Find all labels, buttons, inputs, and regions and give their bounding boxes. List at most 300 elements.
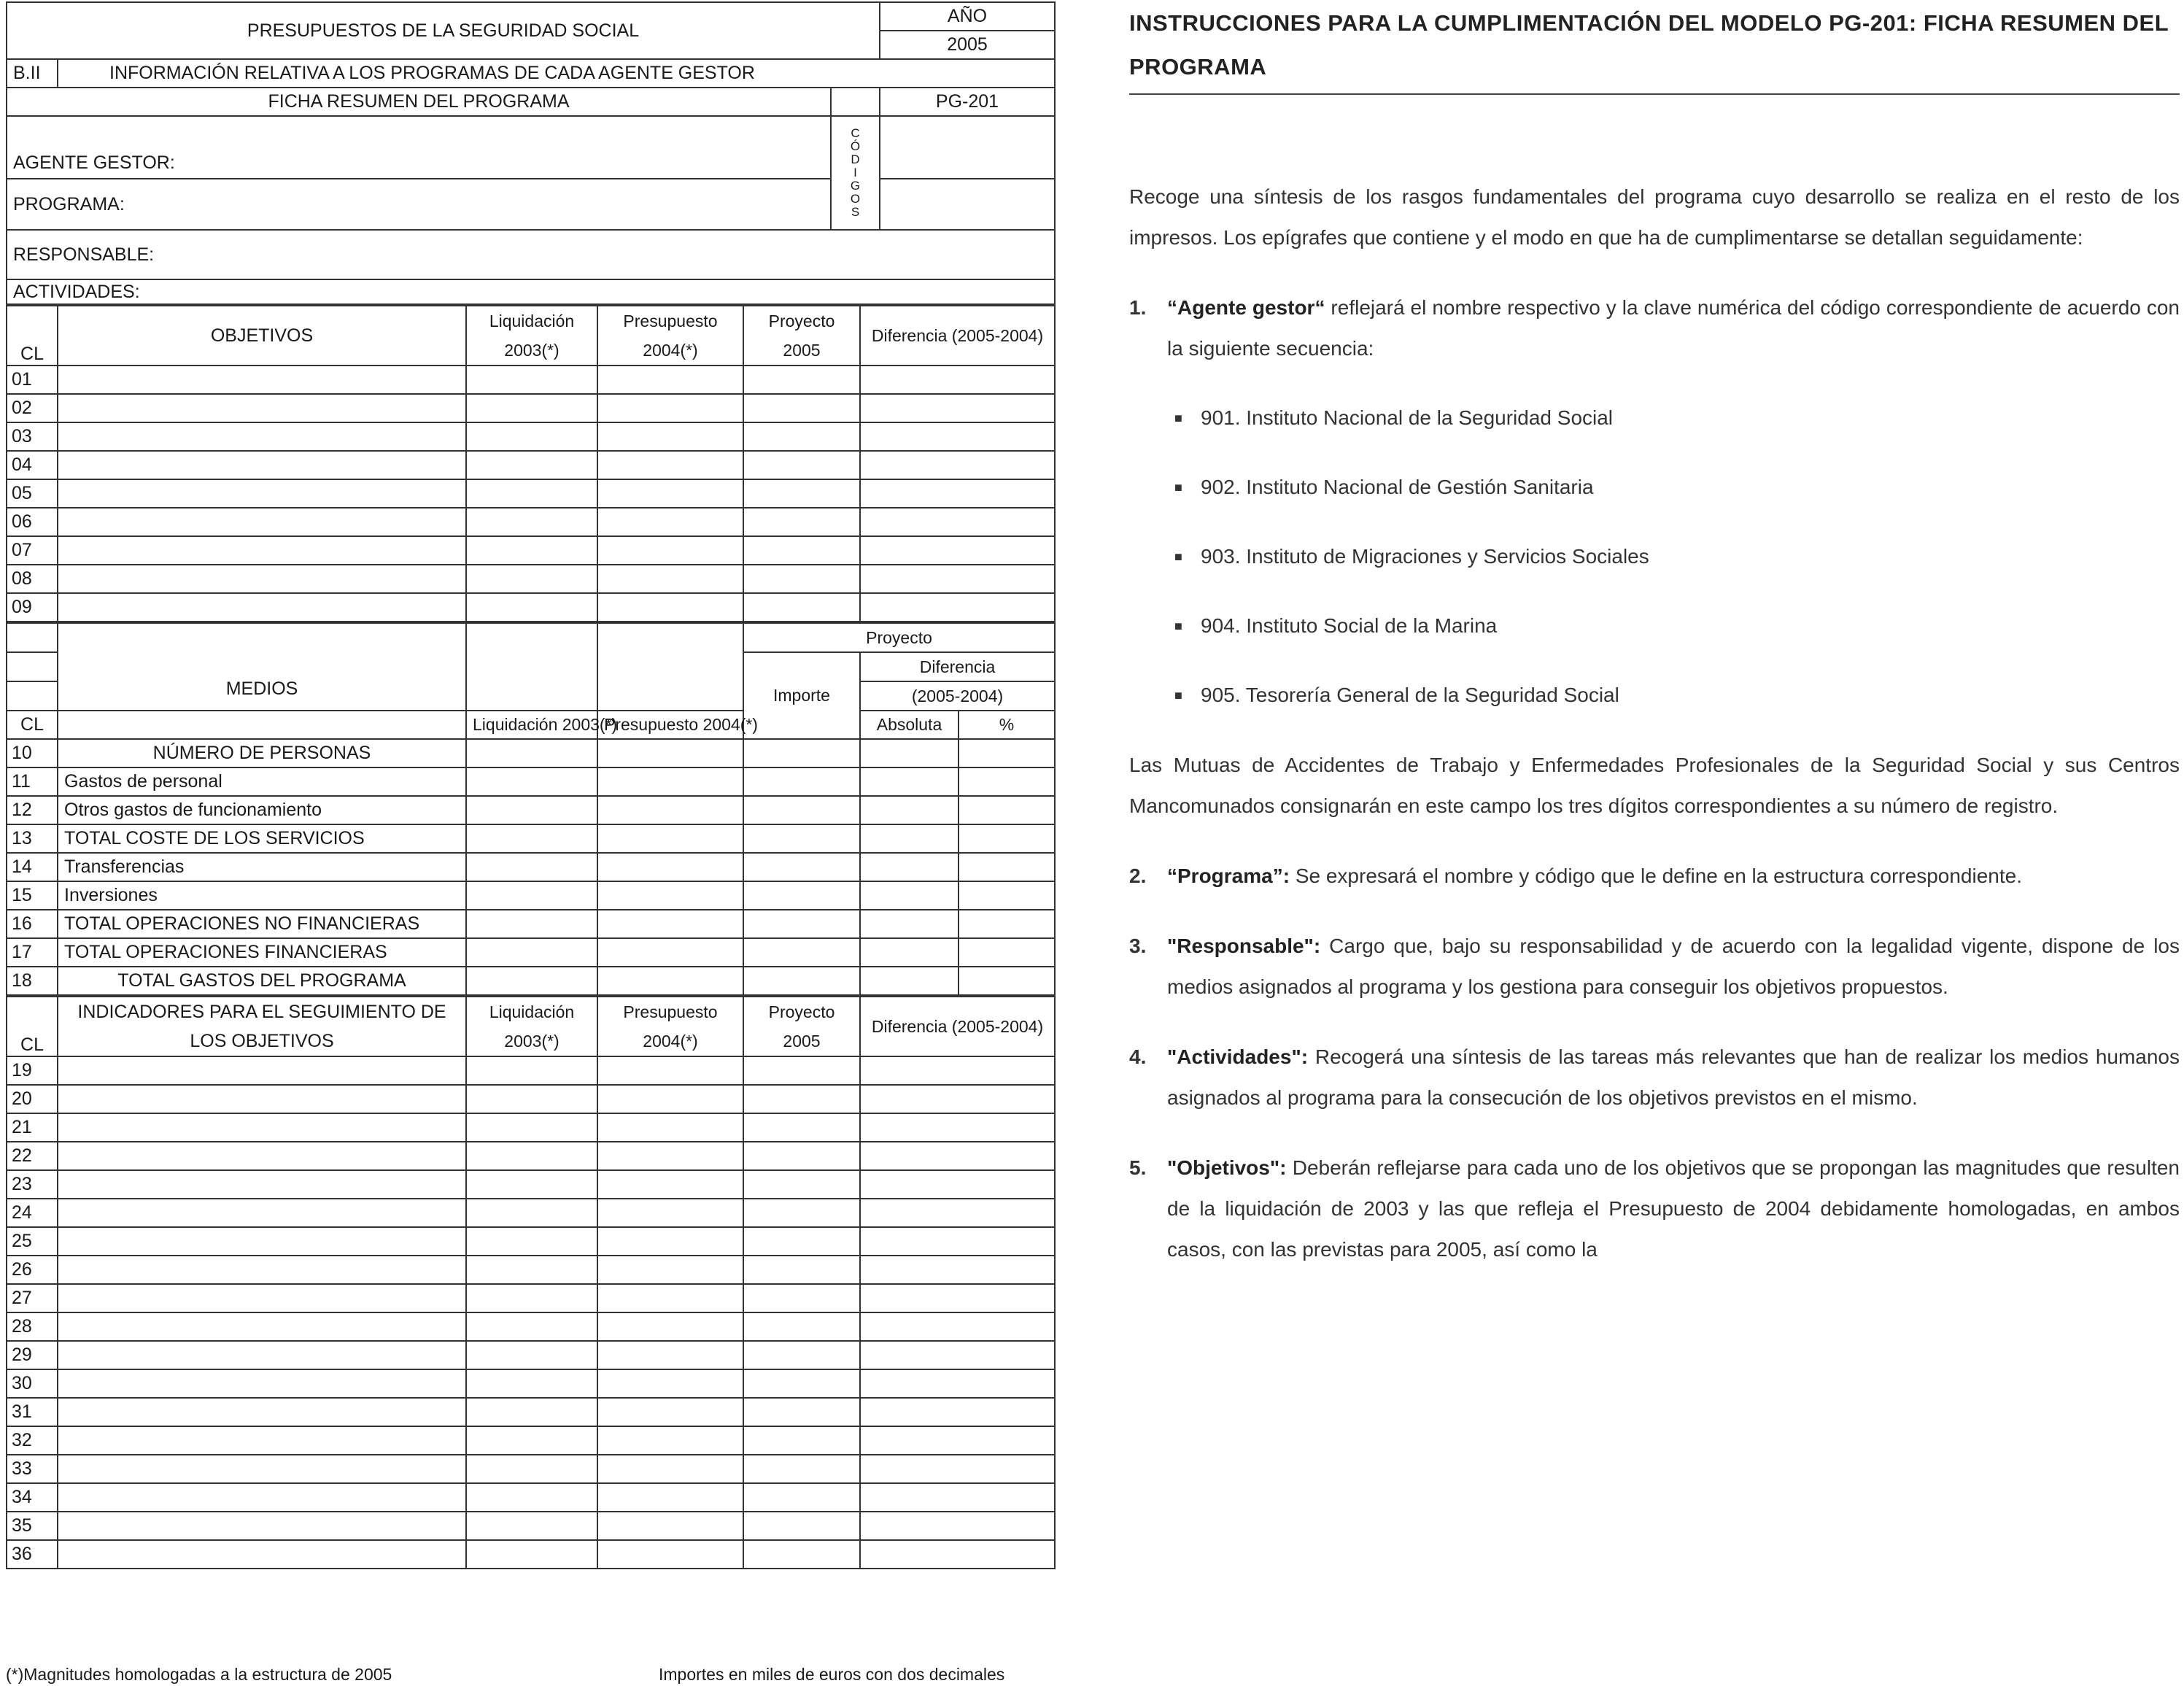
input-cell[interactable]: [466, 451, 597, 479]
input-cell[interactable]: [58, 1369, 466, 1398]
table-row: [7, 1369, 1055, 1398]
input-cell[interactable]: [466, 565, 597, 593]
indicadores-col-proyecto: Proyecto 2005: [743, 997, 860, 1056]
input-cell[interactable]: [466, 1227, 597, 1256]
table-row: [7, 881, 1055, 910]
item-text: Deberán reflejarse para cada uno de los objetivos que se propongan las magnitudes que resulten de la liquidación de 2003 y las que refleja el Presupuesto de 2004 debidamente homologadas, en ambos casos, con las previstas para 2005, así como la: [1167, 1156, 2180, 1261]
input-cell[interactable]: [959, 739, 1055, 767]
table-row: [7, 1085, 1055, 1113]
input-cell[interactable]: [58, 479, 466, 508]
row-code: 17: [7, 938, 58, 967]
input-cell[interactable]: [743, 1398, 860, 1426]
table-row: [7, 1199, 1055, 1227]
table-row: [7, 1426, 1055, 1455]
input-cell[interactable]: [860, 853, 959, 881]
input-cell[interactable]: [597, 1312, 743, 1341]
input-cell[interactable]: [597, 366, 743, 394]
input-cell[interactable]: [743, 1170, 860, 1199]
list-item: [1167, 398, 2180, 438]
input-cell[interactable]: [860, 479, 1055, 508]
row-code: 23: [7, 1170, 58, 1199]
table-row: [7, 1170, 1055, 1199]
input-cell[interactable]: [860, 1227, 1055, 1256]
input-cell[interactable]: [860, 1398, 1055, 1426]
input-cell[interactable]: [860, 938, 959, 967]
input-cell[interactable]: [58, 1426, 466, 1455]
table-row: [7, 1227, 1055, 1256]
list-item-text: 903. Instituto de Migraciones y Servicios Sociales: [1201, 545, 1649, 568]
input-cell[interactable]: [743, 1483, 860, 1512]
input-cell[interactable]: [597, 1341, 743, 1369]
input-cell[interactable]: [597, 1170, 743, 1199]
input-cell[interactable]: [959, 796, 1055, 824]
table-row: [7, 1341, 1055, 1369]
input-cell[interactable]: [466, 910, 597, 938]
input-cell[interactable]: [466, 1312, 597, 1341]
input-cell[interactable]: [58, 1056, 466, 1085]
row-code: 05: [7, 479, 58, 508]
input-cell[interactable]: [959, 824, 1055, 853]
input-cell[interactable]: [597, 1483, 743, 1512]
input-cell[interactable]: [466, 938, 597, 967]
objetivos-col-presupuesto: Presupuesto 2004(*): [597, 306, 743, 366]
input-cell[interactable]: [58, 394, 466, 422]
input-cell[interactable]: [860, 366, 1055, 394]
list-item-text: 901. Instituto Nacional de la Seguridad Social: [1201, 406, 1614, 429]
agente-gestor-field[interactable]: [7, 116, 831, 179]
table-row: [7, 1142, 1055, 1170]
list-item-text: 905. Tesorería General de la Seguridad Social: [1201, 684, 1619, 706]
input-cell[interactable]: [860, 910, 959, 938]
input-cell[interactable]: [597, 479, 743, 508]
row-label: Gastos de personal: [58, 767, 466, 796]
input-cell[interactable]: [743, 1426, 860, 1455]
input-cell[interactable]: [959, 767, 1055, 796]
input-cell[interactable]: [466, 1170, 597, 1199]
input-cell[interactable]: [860, 394, 1055, 422]
instructions-list-continued: [1129, 856, 2180, 1270]
table-row: [7, 853, 1055, 881]
medios-diferencia-header: Diferencia: [860, 652, 1055, 681]
input-cell[interactable]: [597, 1512, 743, 1540]
input-cell[interactable]: [597, 853, 743, 881]
input-cell[interactable]: [860, 1284, 1055, 1312]
input-cell[interactable]: [743, 881, 860, 910]
input-cell[interactable]: [860, 593, 1055, 622]
ano-label: AÑO: [880, 2, 1055, 31]
input-cell[interactable]: [743, 1341, 860, 1369]
input-cell[interactable]: [58, 1170, 466, 1199]
section-title: INFORMACIÓN RELATIVA A LOS PROGRAMAS DE CADA AGENTE GESTOR: [58, 59, 1055, 88]
input-cell[interactable]: [466, 1142, 597, 1170]
table-row: [7, 1256, 1055, 1284]
input-cell[interactable]: [58, 1398, 466, 1426]
instructions-list: [1129, 287, 2180, 369]
input-cell[interactable]: [58, 508, 466, 536]
input-cell[interactable]: [860, 1056, 1055, 1085]
input-cell[interactable]: [860, 1085, 1055, 1113]
input-cell[interactable]: [860, 1256, 1055, 1284]
row-code: 25: [7, 1227, 58, 1256]
input-cell[interactable]: [466, 824, 597, 853]
input-cell[interactable]: [860, 739, 959, 767]
input-cell[interactable]: [597, 1369, 743, 1398]
row-code: 31: [7, 1398, 58, 1426]
input-cell[interactable]: [597, 394, 743, 422]
input-cell[interactable]: [466, 1426, 597, 1455]
item-term: "Responsable":: [1167, 935, 1321, 957]
input-cell[interactable]: [466, 536, 597, 565]
input-cell[interactable]: [743, 593, 860, 622]
input-cell[interactable]: [743, 565, 860, 593]
actividades-field[interactable]: [7, 279, 1055, 304]
input-cell[interactable]: [743, 451, 860, 479]
input-cell[interactable]: [860, 767, 959, 796]
input-cell[interactable]: [58, 1256, 466, 1284]
objetivos-table: [6, 305, 1056, 622]
input-cell[interactable]: [597, 767, 743, 796]
input-cell[interactable]: [466, 967, 597, 995]
instruction-item-agente: [1129, 287, 2180, 369]
row-code: 18: [7, 967, 58, 995]
input-cell[interactable]: [58, 1455, 466, 1483]
row-label: Otros gastos de funcionamiento: [58, 796, 466, 824]
input-cell[interactable]: [58, 565, 466, 593]
medios-col-presupuesto: Presupuesto 2004(*): [597, 711, 743, 739]
input-cell[interactable]: [466, 394, 597, 422]
input-cell[interactable]: [466, 1483, 597, 1512]
input-cell[interactable]: [466, 1369, 597, 1398]
sheet-title: FICHA RESUMEN DEL PROGRAMA: [7, 88, 831, 116]
table-row: [7, 1540, 1055, 1569]
input-cell[interactable]: [743, 824, 860, 853]
input-cell[interactable]: [743, 1512, 860, 1540]
input-cell[interactable]: [58, 422, 466, 451]
row-code: 26: [7, 1256, 58, 1284]
input-cell[interactable]: [597, 824, 743, 853]
table-row: [7, 739, 1055, 767]
input-cell[interactable]: [860, 796, 959, 824]
input-cell[interactable]: [743, 1540, 860, 1569]
input-cell[interactable]: [58, 1284, 466, 1312]
row-code: 21: [7, 1113, 58, 1142]
item-text: Cargo que, bajo su responsabilidad y de acuerdo con la legalidad vigente, dispone de los medios asignados al programa y los gestiona para conseguir los objetivos propuestos.: [1167, 935, 2180, 998]
list-item: [1167, 536, 2180, 577]
table-row: [7, 938, 1055, 967]
item-number: 5.: [1129, 1156, 1147, 1179]
row-code: 13: [7, 824, 58, 853]
row-label: TOTAL COSTE DE LOS SERVICIOS: [58, 824, 466, 853]
section-code: B.II: [7, 59, 58, 88]
row-label: TOTAL OPERACIONES NO FINANCIERAS: [58, 910, 466, 938]
indicadores-header: INDICADORES PARA EL SEGUIMIENTO DE LOS OBJETIVOS: [58, 997, 466, 1056]
item-number: 2.: [1129, 865, 1147, 887]
table-row: [7, 451, 1055, 479]
input-cell[interactable]: [959, 910, 1055, 938]
input-cell[interactable]: [597, 910, 743, 938]
form-header-table: [6, 1, 1056, 305]
row-code: 30: [7, 1369, 58, 1398]
bullet-icon: ■: [1174, 619, 1182, 633]
input-cell[interactable]: [959, 967, 1055, 995]
input-cell[interactable]: [466, 508, 597, 536]
input-cell[interactable]: [597, 1540, 743, 1569]
row-code: 16: [7, 910, 58, 938]
input-cell[interactable]: [597, 881, 743, 910]
input-cell[interactable]: [959, 853, 1055, 881]
input-cell[interactable]: [466, 739, 597, 767]
input-cell[interactable]: [860, 451, 1055, 479]
input-cell[interactable]: [860, 881, 959, 910]
input-cell[interactable]: [597, 796, 743, 824]
input-cell[interactable]: [466, 796, 597, 824]
input-cell[interactable]: [466, 767, 597, 796]
actividades-label: ACTIVIDADES:: [13, 281, 140, 302]
input-cell[interactable]: [743, 1369, 860, 1398]
input-cell[interactable]: [597, 1455, 743, 1483]
input-cell[interactable]: [860, 1483, 1055, 1512]
row-label: TOTAL GASTOS DEL PROGRAMA: [58, 967, 466, 995]
input-cell[interactable]: [597, 938, 743, 967]
input-cell[interactable]: [58, 366, 466, 394]
input-cell[interactable]: [597, 593, 743, 622]
input-cell[interactable]: [58, 1227, 466, 1256]
input-cell[interactable]: [597, 536, 743, 565]
item-term: “Agente gestor“: [1167, 296, 1325, 319]
input-cell[interactable]: [743, 767, 860, 796]
table-row: [7, 565, 1055, 593]
form-title: PRESUPUESTOS DE LA SEGURIDAD SOCIAL: [7, 2, 880, 59]
input-cell[interactable]: [58, 593, 466, 622]
input-cell[interactable]: [743, 479, 860, 508]
codigos-vertical-text: CÓDIGOS: [850, 126, 861, 219]
input-cell[interactable]: [597, 508, 743, 536]
input-cell[interactable]: [743, 366, 860, 394]
responsable-label: RESPONSABLE:: [13, 244, 155, 265]
list-item-text: 902. Instituto Nacional de Gestión Sanitaria: [1201, 476, 1594, 498]
row-code: 28: [7, 1312, 58, 1341]
input-cell[interactable]: [597, 1284, 743, 1312]
input-cell[interactable]: [58, 1113, 466, 1142]
input-cell[interactable]: [743, 1199, 860, 1227]
agente-gestor-code[interactable]: [880, 116, 1055, 179]
table-row: [7, 824, 1055, 853]
input-cell[interactable]: [597, 422, 743, 451]
row-code: 07: [7, 536, 58, 565]
input-cell[interactable]: [860, 422, 1055, 451]
input-cell[interactable]: [743, 967, 860, 995]
input-cell[interactable]: [860, 536, 1055, 565]
input-cell[interactable]: [597, 1398, 743, 1426]
input-cell[interactable]: [743, 739, 860, 767]
row-label: TOTAL OPERACIONES FINANCIERAS: [58, 938, 466, 967]
input-cell[interactable]: [466, 1085, 597, 1113]
input-cell[interactable]: [597, 1113, 743, 1142]
instruction-item-responsable: [1129, 926, 2180, 1008]
table-row: [7, 1483, 1055, 1512]
input-cell[interactable]: [743, 853, 860, 881]
form-pg201: [6, 1, 1054, 1569]
input-cell[interactable]: [597, 1142, 743, 1170]
list-item-text: 904. Instituto Social de la Marina: [1201, 614, 1498, 637]
input-cell[interactable]: [743, 1284, 860, 1312]
row-code: 33: [7, 1455, 58, 1483]
input-cell[interactable]: [597, 739, 743, 767]
medios-col-importe: Importe: [743, 652, 860, 739]
row-code: 19: [7, 1056, 58, 1085]
input-cell[interactable]: [959, 938, 1055, 967]
input-cell[interactable]: [743, 394, 860, 422]
input-cell[interactable]: [597, 451, 743, 479]
input-cell[interactable]: [58, 1085, 466, 1113]
input-cell[interactable]: [860, 1142, 1055, 1170]
input-cell[interactable]: [860, 565, 1055, 593]
table-row: [7, 422, 1055, 451]
input-cell[interactable]: [58, 1341, 466, 1369]
input-cell[interactable]: [860, 508, 1055, 536]
input-cell[interactable]: [597, 1199, 743, 1227]
input-cell[interactable]: [597, 1056, 743, 1085]
row-code: 32: [7, 1426, 58, 1455]
instruction-item-objetivos: [1129, 1148, 2180, 1270]
input-cell[interactable]: [860, 1113, 1055, 1142]
input-cell[interactable]: [58, 536, 466, 565]
item-text: reflejará el nombre respectivo y la clave numérica del código correspondiente de acuerdo con la siguiente secuencia:: [1167, 296, 2180, 360]
table-row: [7, 1113, 1055, 1142]
input-cell[interactable]: [860, 1426, 1055, 1455]
medios-proyecto-header: Proyecto: [743, 623, 1055, 652]
table-row: [7, 394, 1055, 422]
input-cell[interactable]: [597, 1426, 743, 1455]
item-term: "Objetivos":: [1167, 1156, 1287, 1179]
input-cell[interactable]: [597, 967, 743, 995]
input-cell[interactable]: [466, 1256, 597, 1284]
input-cell[interactable]: [58, 1199, 466, 1227]
input-cell[interactable]: [860, 1512, 1055, 1540]
input-cell[interactable]: [743, 1142, 860, 1170]
medios-col-pct: %: [959, 711, 1055, 739]
input-cell[interactable]: [466, 1540, 597, 1569]
input-cell[interactable]: [860, 824, 959, 853]
row-code: 10: [7, 739, 58, 767]
input-cell[interactable]: [959, 881, 1055, 910]
responsable-field[interactable]: [7, 230, 1055, 279]
input-cell[interactable]: [743, 1056, 860, 1085]
input-cell[interactable]: [860, 1170, 1055, 1199]
row-label: Transferencias: [58, 853, 466, 881]
medios-header: MEDIOS: [58, 623, 466, 711]
row-code: 04: [7, 451, 58, 479]
ano-value: 2005: [880, 31, 1055, 59]
programa-field[interactable]: [7, 179, 831, 230]
input-cell[interactable]: [58, 1540, 466, 1569]
input-cell[interactable]: [743, 910, 860, 938]
row-code: 27: [7, 1284, 58, 1312]
input-cell[interactable]: [58, 1512, 466, 1540]
input-cell[interactable]: [466, 422, 597, 451]
input-cell[interactable]: [743, 1113, 860, 1142]
input-cell[interactable]: [466, 1199, 597, 1227]
input-cell[interactable]: [743, 1227, 860, 1256]
input-cell[interactable]: [466, 593, 597, 622]
objetivos-cl-header: CL: [7, 306, 58, 366]
model-code: PG-201: [880, 88, 1055, 116]
input-cell[interactable]: [597, 1256, 743, 1284]
input-cell[interactable]: [860, 1341, 1055, 1369]
input-cell[interactable]: [58, 451, 466, 479]
input-cell[interactable]: [860, 1312, 1055, 1341]
input-cell[interactable]: [466, 1398, 597, 1426]
agentes-list: [1129, 398, 2180, 716]
input-cell[interactable]: [860, 1369, 1055, 1398]
input-cell[interactable]: [466, 1512, 597, 1540]
input-cell[interactable]: [58, 1142, 466, 1170]
item-number: 4.: [1129, 1045, 1147, 1068]
instructions-title: INSTRUCCIONES PARA LA CUMPLIMENTACIÓN DEL MODELO PG-201: FICHA RESUMEN DEL PROGRAMA: [1129, 10, 2169, 80]
input-cell[interactable]: [58, 1483, 466, 1512]
input-cell[interactable]: [743, 1455, 860, 1483]
input-cell[interactable]: [466, 1455, 597, 1483]
input-cell[interactable]: [743, 796, 860, 824]
input-cell[interactable]: [466, 479, 597, 508]
input-cell[interactable]: [597, 1227, 743, 1256]
input-cell[interactable]: [743, 422, 860, 451]
input-cell[interactable]: [743, 1085, 860, 1113]
objetivos-col-liquidacion: Liquidación 2003(*): [466, 306, 597, 366]
item-text: Recogerá una síntesis de las tareas más relevantes que han de realizar los medios humanos asignados al programa para la consecución de los objetivos previstos en el mismo.: [1167, 1045, 2180, 1109]
input-cell[interactable]: [466, 881, 597, 910]
input-cell[interactable]: [743, 1312, 860, 1341]
objetivos-header: OBJETIVOS: [58, 306, 466, 366]
input-cell[interactable]: [597, 565, 743, 593]
row-code: 02: [7, 394, 58, 422]
item-text: Se expresará el nombre y código que le define en la estructura correspondiente.: [1290, 865, 2022, 887]
medios-table: [6, 622, 1056, 996]
input-cell[interactable]: [466, 366, 597, 394]
row-code: 11: [7, 767, 58, 796]
input-cell[interactable]: [860, 1455, 1055, 1483]
input-cell[interactable]: [466, 1284, 597, 1312]
row-code: 14: [7, 853, 58, 881]
row-label: Inversiones: [58, 881, 466, 910]
input-cell[interactable]: [860, 1540, 1055, 1569]
input-cell[interactable]: [743, 1256, 860, 1284]
input-cell[interactable]: [860, 967, 959, 995]
input-cell[interactable]: [466, 1113, 597, 1142]
objetivos-col-diferencia: Diferencia (2005-2004): [860, 306, 1055, 366]
table-row: [7, 593, 1055, 622]
input-cell[interactable]: [466, 1056, 597, 1085]
programa-code[interactable]: [880, 179, 1055, 230]
input-cell[interactable]: [743, 536, 860, 565]
instructions-panel: [1129, 0, 2180, 1270]
input-cell[interactable]: [466, 853, 597, 881]
medios-diferencia-years: (2005-2004): [860, 681, 1055, 711]
input-cell[interactable]: [597, 1085, 743, 1113]
input-cell[interactable]: [743, 508, 860, 536]
row-code: 03: [7, 422, 58, 451]
input-cell[interactable]: [743, 938, 860, 967]
input-cell[interactable]: [466, 1341, 597, 1369]
table-row: [7, 1512, 1055, 1540]
indicadores-col-liquidacion: Liquidación 2003(*): [466, 997, 597, 1056]
row-label: NÚMERO DE PERSONAS: [58, 739, 466, 767]
input-cell[interactable]: [860, 1199, 1055, 1227]
row-code: 08: [7, 565, 58, 593]
input-cell[interactable]: [58, 1312, 466, 1341]
programa-label: PROGRAMA:: [13, 193, 125, 214]
table-row: [7, 1312, 1055, 1341]
